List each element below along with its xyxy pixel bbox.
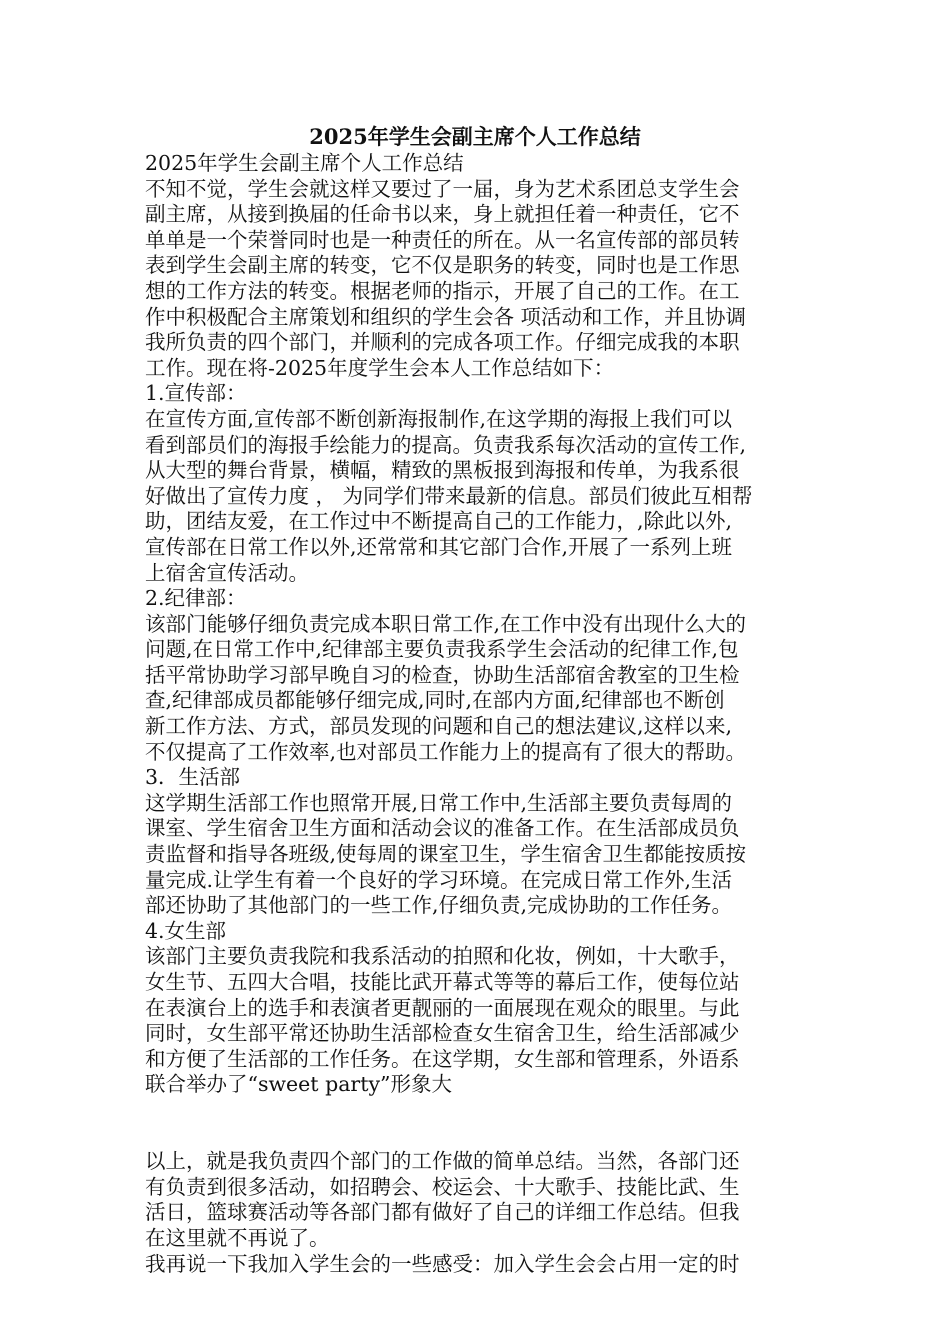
text-line: 量完成.让学生有着一个良好的学习环境。在完成日常工作外,生活 [145,867,733,892]
document-body [145,151,815,1277]
text-line: 看到部员们的海报手绘能力的提高。负责我系每次活动的宣传工作, [145,432,747,457]
text-line: 女生节、五四大合唱，技能比武开幕式等等的幕后工作，使每位站 [145,970,740,994]
text-line: 这学期生活部工作也照常开展,日常工作中,生活部主要负责每周的 [145,790,733,815]
text-line: 我所负责的四个部门，并顺利的完成各项工作。仔细完成我的本职 [145,330,740,355]
text-line: 问题,在日常工作中,纪律部主要负责我系学生会活动的纪律工作,包 [145,637,739,662]
text-line: 不仅提高了工作效率,也对部员工作能力上的提高有了很大的帮助。 [145,739,747,764]
text-line: 上宿舍宣传活动。 [145,560,309,585]
text-line: 和方便了生活部的工作任务。在这学期，女生部和管理系，外语系 [145,1046,740,1071]
text-line: 在这里就不再说了。 [145,1225,330,1250]
text-line: 联合举办了“sweet party”形象大 [145,1072,453,1097]
text-line: 括平常协助学习部早晚自习的检查，协助生活部宿舍教室的卫生检 [145,662,740,687]
text-line: 有负责到很多活动，如招聘会、校运会、十大歌手、技能比武、生 [145,1174,740,1199]
text-line: 工作。现在将-2025年度学生会本人工作总结如下： [145,355,615,380]
text-line: 不知不觉，学生会就这样又要过了一届，身为艺术系团总支学生会 [145,176,740,201]
text-line: 好做出了宣传力度 ， 为同学们带来最新的信息。部员们彼此互相帮 [145,483,753,508]
text-line: 3．生活部 [145,765,241,790]
text-line: 1.宣传部： [145,381,247,406]
text-line: 2.纪律部： [145,586,247,611]
text-line: 该部门能够仔细负责完成本职日常工作,在工作中没有出现什么大的 [145,611,747,636]
text-line: 表到学生会副主席的转变，它不仅是职务的转变，同时也是工作思 [145,253,740,278]
text-line: 我再说一下我加入学生会的一些感受：加入学生会会占用一定的时 [145,1251,740,1276]
paragraph-block [145,151,815,1098]
text-line: 在表演台上的选手和表演者更靓丽的一面展现在观众的眼里。与此 [145,995,740,1020]
text-line: 想的工作方法的转变。根据老师的指示，开展了自己的工作。在工 [145,278,740,303]
text-line: 新工作方法、方式，部员发现的问题和自己的想法建议,这样以来, [145,714,733,739]
text-line: 副主席，从接到换届的任命书以来，身上就担任着一种责任，它不 [145,202,740,227]
text-line: 活日，篮球赛活动等各部门都有做好了自己的详细工作总结。但我 [145,1200,740,1225]
text-line: 责监督和指导各班级,使每周的课室卫生，学生宿舍卫生都能按质按 [145,842,747,867]
text-line: 该部门主要负责我院和我系活动的拍照和化妆，例如，十大歌手， [145,944,740,969]
blank-gap [145,1098,815,1149]
text-line: 从大型的舞台背景，横幅，精致的黑板报到海报和传单，为我系很 [145,458,740,483]
text-line: 作中积极配合主席策划和组织的学生会各 项活动和工作，并且协调 [145,304,747,329]
text-line: 查,纪律部成员都能够仔细完成,同时,在部内方面,纪律部也不断创 [145,688,725,713]
paragraph-block-continued [145,1149,815,1277]
text-line: 单单是一个荣誉同时也是一种责任的所在。从一名宣传部的部员转 [145,227,740,252]
text-line: 同时，女生部平常还协助生活部检查女生宿舍卫生，给生活部减少 [145,1021,740,1046]
document-title: 2025年学生会副主席个人工作总结 [309,124,641,149]
text-line: 4.女生部 [145,918,227,943]
text-line: 以上，就是我负责四个部门的工作做的简单总结。当然，各部门还 [145,1149,740,1174]
text-line: 部还协助了其他部门的一些工作,仔细负责,完成协助的工作任务。 [145,893,733,918]
text-line: 在宣传方面,宣传部不断创新海报制作,在这学期的海报上我们可以 [145,406,733,431]
text-line: 2025年学生会副主席个人工作总结 [145,151,464,175]
text-line: 助，团结友爱，在工作过中不断提高自己的工作能力，,除此以外, [145,509,733,534]
text-line: 课室、学生宿舍卫生方面和活动会议的准备工作。在生活部成员负 [145,816,740,841]
text-line: 宣传部在日常工作以外,还常常和其它部门合作,开展了一系列上班 [145,534,733,559]
